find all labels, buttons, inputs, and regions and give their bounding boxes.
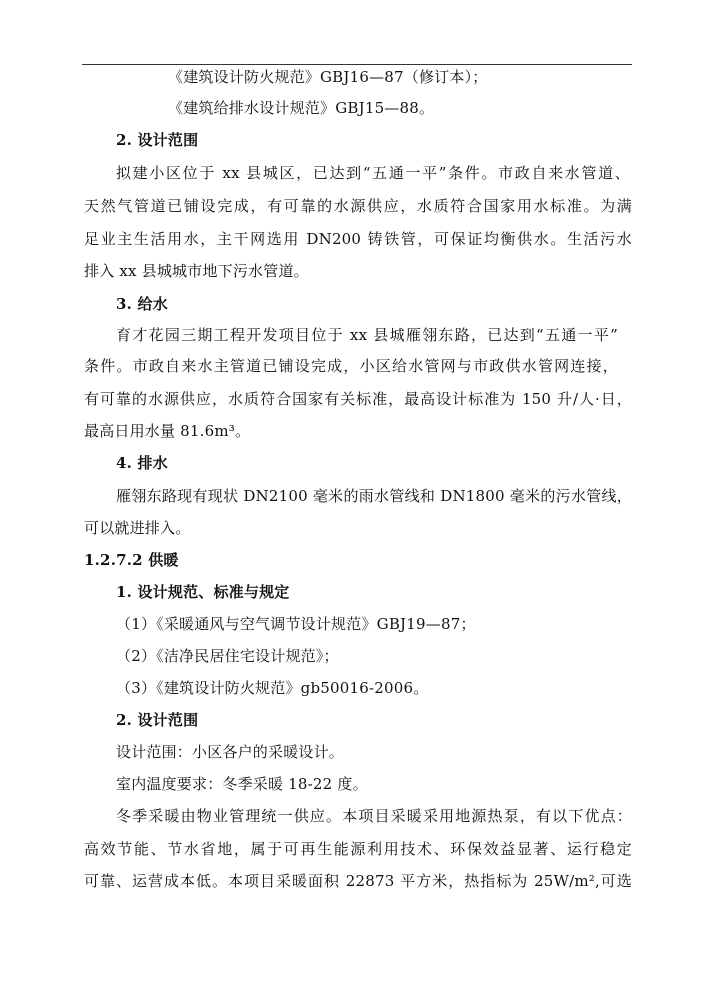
paragraph-line: 冬季采暖由物业管理统一供应。本项目采暖采用地源热泵，有以下优点： (116, 807, 632, 825)
paragraph-line: 雁翎东路现有现状 DN2100 毫米的雨水管线和 DN1800 毫米的污水管线， (116, 487, 632, 505)
section-heading: 1. 设计规范、标准与规定 (116, 583, 290, 601)
paragraph-line: 设计范围：小区各户的采暖设计。 (116, 743, 345, 761)
paragraph-line: 条件。市政自来水主管道已铺设完成，小区给水管网与市政供水管网连接， (84, 357, 618, 375)
paragraph-line: 育才花园三期工程开发项目位于 xx 县城雁翎东路，已达到“五通一平” (116, 326, 618, 344)
paragraph-line: 有可靠的水源供应，水质符合国家有关标准，最高设计标准为 150 升/人·日， (84, 390, 632, 408)
paragraph-line: 天然气管道已铺设完成，有可靠的水源供应，水质符合国家用水标准。为满 (84, 197, 632, 215)
paragraph-line: 足业主生活用水，主干网选用 DN200 铸铁管，可保证均衡供水。生活污水 (84, 230, 632, 248)
paragraph-line: 最高日用水量 81.6m³。 (84, 422, 251, 440)
paragraph-line: 排入 xx 县城城市地下污水管道。 (84, 262, 309, 280)
reference-line: 《建筑设计防火规范》GBJ16—87（修订本）； (168, 68, 488, 86)
paragraph-line: 室内温度要求：冬季采暖 18-22 度。 (116, 775, 368, 793)
section-heading: 4. 排水 (116, 454, 168, 472)
reference-line: （1）《采暖通风与空气调节设计规范》GBJ19—87； (116, 615, 476, 633)
paragraph-line: 可靠、运营成本低。本项目采暖面积 22873 平方米，热指标为 25W/m²,可选 (84, 872, 632, 890)
header-rule (82, 64, 632, 65)
section-heading: 2. 设计范围 (116, 711, 199, 729)
paragraph-line: 拟建小区位于 xx 县城区，已达到“五通一平”条件。市政自来水管道、 (116, 164, 630, 182)
paragraph-line: 高效节能、节水省地，属于可再生能源利用技术、环保效益显著、运行稳定 (84, 840, 632, 858)
reference-line: （2）《洁净民居住宅设计规范》； (116, 647, 339, 665)
reference-line: （3）《建筑设计防火规范》gb50016-2006。 (116, 679, 429, 697)
chapter-heading: 1.2.7.2 供暖 (84, 551, 179, 569)
reference-line: 《建筑给排水设计规范》GBJ15—88。 (168, 99, 435, 117)
section-heading: 3. 给水 (116, 295, 168, 313)
paragraph-line: 可以就进排入。 (84, 519, 191, 537)
section-heading: 2. 设计范围 (116, 131, 199, 149)
